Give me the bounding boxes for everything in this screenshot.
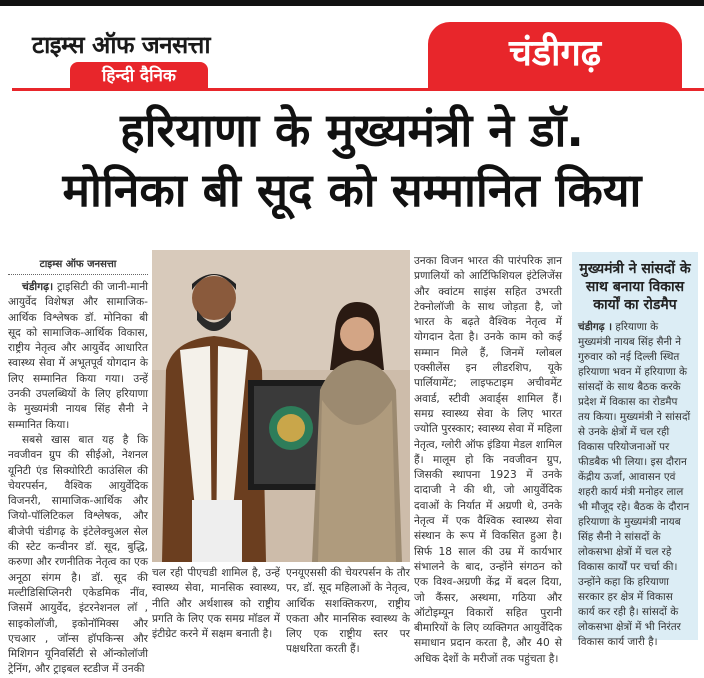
photo-illustration xyxy=(152,250,410,562)
caption-column-2: एनयूएससी की चेयरपर्सन के तौर पर, डॉ. सूद महिलाओं के नेतृत्व, आर्थिक सशक्तिकरण, राष्ट्रीय एकता और मानसिक स्वास्थ्य के लिए एक राष्ट्रीय स्तर पर पक्षधरिता करती हैं। xyxy=(286,567,410,656)
byline: टाइम्स ऑफ जनसत्ता xyxy=(8,256,148,275)
article-para-2: सबसे खास बात यह है कि नवजीवन ग्रुप की सीईओ, नेशनल यूनिटी एंड सिक्योरिटी काउंसिल की चेयरपर्सन, वैश्विक आयुर्वेदिक विजनरी, सामाजिक-आर्थिक और जियो-पॉलिटिकल विश्लेषक, और बीजेपी चंडीगढ़ के इंटेलेक्चुअल सेल की स्टेट कन्वीनर डॉ. सूद, बुद्धि, करुणा और रणनीतिक नेतृत्व का एक अनूठा संगम है। डॉ. सूद की मल्टीडिसिप्लिनरी एकेडमिक नींव, जिसमें आयुर्वेद, इंटरनेशनल लॉ , साइकोलॉजी, इकोनॉमिक्स और एचआर , जॉन्स हॉपकिन्स और मिशिगन यूनिवर्सिटी से ऑन्कोलॉजी ट्रेनिंग, और ट्राइबल स्टडीज में उनकी xyxy=(8,433,148,676)
award-photo xyxy=(152,250,410,562)
sidebar-text: हरियाणा के मुख्यमंत्री नायब सिंह सैनी ने गुरुवार को नई दिल्ली स्थित हरियाणा भवन में हरियाणा के सांसदों के साथ बैठक करके प्रदेश में विकास का रोडमैप तय किया। मुख्यमंत्री ने सांसदों से उनके क्षेत्रों में चल रही विकास परियोजनाओं पर फीडबैक भी लिया। इस दौरान केंद्रीय ऊर्जा, आवासन एवं शहरी कार्य मंत्री मनोहर लाल भी मौजूद रहे। बैठक के दौरान हरियाणा के मुख्यमंत्री नायब सिंह सैनी ने सांसदों के लोकसभा क्षेत्रों में चल रहे विकास कार्यों पर चर्चा की। उन्होंने कहा कि हरियाणा सरकार हर क्षेत्र में विकास कार्य कर रही है। सांसदों के लोकसभा क्षेत्रों में भी निरंतर विकास कार्य जारी है। xyxy=(578,321,691,648)
newspaper-name: टाइम्स ऑफ जनसत्ता xyxy=(32,31,211,59)
headline-line-2: मोनिका बी सूद को सम्मानित किया xyxy=(62,163,642,217)
caption-column-1: चल रही पीएचडी शामिल है, उन्हें स्वास्थ्य सेवा, मानसिक स्वास्थ्य, नीति और अर्थशास्त्र को राष्ट्रीय प्रगति के लिए एक समग्र मॉडल में इंटीग्रेट करने में सक्षम बनाती है। xyxy=(152,567,280,641)
city-banner: चंडीगढ़ xyxy=(428,22,682,90)
headline-line-1: हरियाणा के मुख्यमंत्री ने डॉ. xyxy=(120,103,584,157)
article-para-1 xyxy=(8,280,148,433)
sidebar-dateline: चंडीगढ़ । xyxy=(578,321,613,333)
dateline: चंडीगढ़। xyxy=(22,281,54,293)
para-1-text: ट्राइसिटी की जानी-मानी आयुर्वेद विशेषज्ञ और सामाजिक-आर्थिक विश्लेषक डॉ. मोनिका बी सूद को सामाजिक-आर्थिक विकास, राष्ट्रीय नेतृत्व और आयुर्वेद आधारित स्वास्थ्य सेवा में अभूतपूर्व योगदान के लिए सम्मानित किया गया। उन्हें उनकी उपलब्धियों के लिए हरियाणा के मुख्यमंत्री नायब सिंह सैनी ने सम्मानित किया। xyxy=(8,281,148,431)
headline xyxy=(10,100,694,220)
tagline-banner: हिन्दी दैनिक xyxy=(70,62,208,90)
sidebar-body xyxy=(578,320,692,650)
article-right-column: उनका विजन भारत की पारंपरिक ज्ञान प्रणालियों को आर्टिफिशियल इंटेलिजेंस और क्वांटम साइंस सहित उभरती टेक्नोलॉजी के साथ जोड़ता है, जो भारत के बढ़ते वैश्विक नेतृत्व में योगदान देता है। उनके काम को कई सम्मान मिले हैं, जिनमें ग्लोबल एक्सीलेंस इन लीडरशिप, यूके पार्लियामेंट; लाइफटाइम अचीवमेंट अवार्ड, स्टीवी अवार्ड्स शामिल हैं। समग्र स्वास्थ्य सेवा के लिए भारत ज्योति पुरस्कार; स्वास्थ्य सेवा में महिला नेतृत्व, ग्लोरी ऑफ इंडिया मेडल शामिल हैं। मालूम हो कि नवजीवन ग्रुप, जिसकी स्थापना 1923 में उनके दादाजी ने की थी, जो आयुर्वेदिक दवाओं के निर्यात में अग्रणी थे, उनके नेतृत्व में एक वैश्विक स्वास्थ्य सेवा संस्थान के रूप में विकसित हुआ है। सिर्फ 18 साल की उम्र में कार्यभार संभालने के बाद, उन्होंने संगठन को एक विश्व-अग्रणी केंद्र में बदल दिया, जो कैंसर, अस्थमा, गठिया और ऑटोइम्यून विकारों सहित पुरानी बीमारियों के लिए व्यक्तिगत आयुर्वेदिक समाधान प्रदान करता है, और 40 से अधिक देशों के मरीजों तक पहुंचता है। xyxy=(414,255,562,665)
sidebar-title: मुख्यमंत्री ने सांसदों के साथ बनाया विकास कार्यों का रोडमैप xyxy=(579,261,691,313)
sidebar-story xyxy=(572,252,698,648)
top-border xyxy=(0,0,704,6)
article-left-column xyxy=(8,280,148,678)
